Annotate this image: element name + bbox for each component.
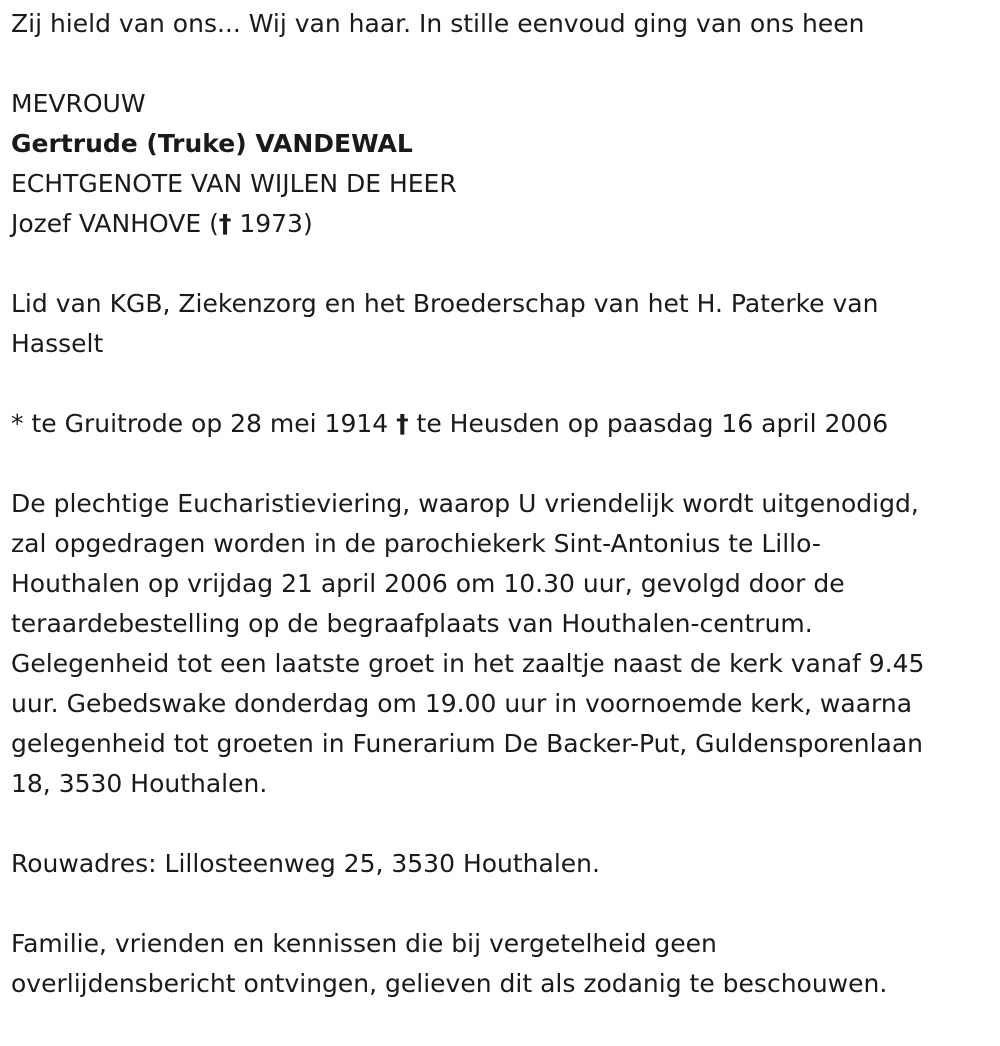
- closing-text: [11, 924, 991, 1004]
- birth-text: * te Gruitrode op 28 mei 1914: [11, 409, 397, 438]
- membership-text: [11, 284, 991, 364]
- ceremony-text: [11, 484, 991, 804]
- spacer: [11, 804, 991, 844]
- death-text: te Heusden op paasdag 16 april 2006: [408, 409, 889, 438]
- ceremony-line: teraardebestelling op de begraafplaats van Houthalen-centrum.: [11, 609, 813, 638]
- ceremony-line: De plechtige Eucharistieviering, waarop U vriendelijk wordt uitgenodigd,: [11, 489, 919, 518]
- title-prefix: MEVROUW: [11, 89, 146, 118]
- spacer: [11, 244, 991, 284]
- ceremony-line: gelegenheid tot groeten in Funerarium De Backer-Put, Guldensporenlaan: [11, 729, 924, 758]
- spouse-line: [11, 204, 991, 244]
- spouse-prefix: ECHTGENOTE VAN WIJLEN DE HEER: [11, 169, 457, 198]
- membership-line: Hasselt: [11, 329, 104, 358]
- deceased-name: Gertrude (Truke) VANDEWAL: [11, 129, 413, 158]
- ceremony-line: zal opgedragen worden in de parochiekerk Sint-Antonius te Lillo-: [11, 529, 821, 558]
- intro-text: Zij hield van ons... Wij van haar. In stille eenvoud ging van ons heen: [11, 9, 865, 38]
- membership-line: Lid van KGB, Ziekenzorg en het Broederschap van het H. Paterke van: [11, 289, 879, 318]
- spouse-year: 1973): [231, 209, 313, 238]
- cross-icon: †: [396, 409, 409, 438]
- cross-icon: †: [218, 209, 232, 238]
- ceremony-line: 18, 3530 Houthalen.: [11, 769, 268, 798]
- birth-death-line: [11, 404, 991, 444]
- ceremony-line: Houthalen op vrijdag 21 april 2006 om 10.30 uur, gevolgd door de: [11, 569, 845, 598]
- ceremony-line: uur. Gebedswake donderdag om 19.00 uur in voornoemde kerk, waarna: [11, 689, 913, 718]
- spacer: [11, 44, 991, 84]
- closing-line: Familie, vrienden en kennissen die bij vergetelheid geen: [11, 929, 717, 958]
- closing-line: overlijdensbericht ontvingen, gelieven dit als zodanig te beschouwen.: [11, 969, 888, 998]
- spouse-name: Jozef VANHOVE (: [11, 209, 219, 238]
- spacer: [11, 364, 991, 404]
- mourning-address: Rouwadres: Lillosteenweg 25, 3530 Houthalen.: [11, 849, 600, 878]
- spacer: [11, 884, 991, 924]
- ceremony-line: Gelegenheid tot een laatste groet in het zaaltje naast de kerk vanaf 9.45: [11, 649, 925, 678]
- spacer: [11, 444, 991, 484]
